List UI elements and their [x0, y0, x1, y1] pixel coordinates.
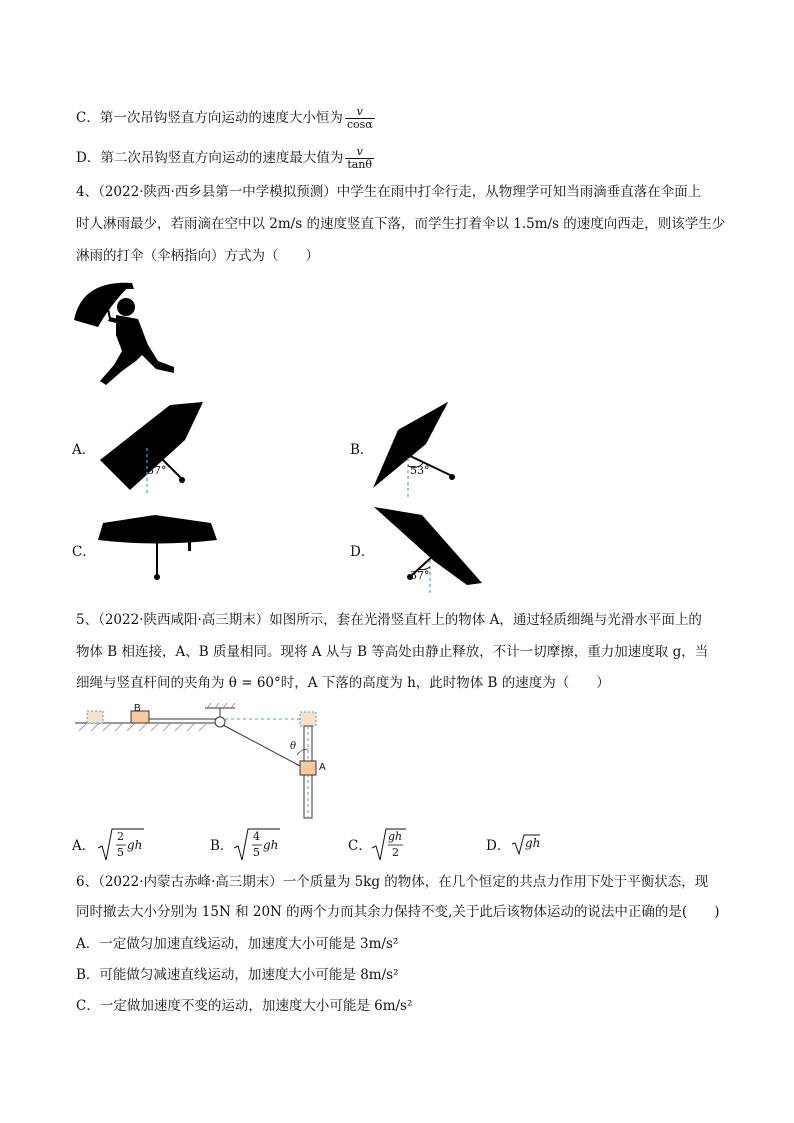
q5-line-2: 物体 B 相连接，A、B 质量相同。现将 A 从与 B 等高处由静止释放，不计一切摩擦，重力加速度取 g，当 — [76, 644, 709, 660]
q4-line-3: 淋雨的打伞（伞柄指向）方式为（ ） — [76, 248, 319, 264]
q5-option-c — [348, 836, 372, 856]
fraction: $\frac{v}{\cos\alpha}$ — [346, 105, 373, 131]
q5-option-b-value: 4 5 gh — [232, 826, 282, 867]
q3-option-d — [76, 146, 374, 171]
q4-option-d-umbrella — [372, 505, 492, 600]
q6-option-c: C．一定做加速度不变的运动，加速度大小可能是 6m/s² — [76, 998, 413, 1014]
option-label: B． — [210, 838, 234, 854]
q6-option-a: A．一定做匀加速直线运动，加速度大小可能是 3m/s² — [76, 936, 399, 952]
q3-option-c — [76, 106, 375, 131]
option-text: 第一次吊钩竖直方向运动的速度大小恒为 — [99, 110, 343, 126]
q5-option-d-value: gh — [510, 832, 542, 859]
student-umbrella-figure — [70, 275, 185, 390]
q4-line-1: 4、（2022·陕西·西乡县第一中学模拟预测）中学生在雨中打伞行走，从物理学可知当雨滴垂直落在伞面上 — [76, 184, 702, 200]
q4-option-b-label: B． — [350, 442, 374, 458]
q5-line-3: 细绳与竖直杆间的夹角为 θ = 60°时，A 下落的高度为 h，此时物体 B 的速度为（ ） — [76, 675, 610, 691]
angle-label: 37° — [147, 464, 167, 477]
q5-option-a-value: 2 5 gh — [96, 826, 146, 867]
q4-option-d-label: D． — [350, 544, 375, 560]
option-text: 第二次吊钩竖直方向运动的速度最大值为 — [100, 150, 344, 166]
option-label: D． — [486, 838, 511, 854]
q6-line-2: 同时撤去大小分别为 15N 和 20N 的两个力而其余力保持不变,关于此后该物体运动的说法中正确的是( ) — [76, 904, 720, 920]
q6-option-b: B．可能做匀减速直线运动，加速度大小可能是 8m/s² — [76, 967, 399, 983]
option-label: D． — [76, 150, 101, 166]
q6-line-1: 6、（2022·内蒙古赤峰·高三期末）一个质量为 5kg 的物体，在几个恒定的共点力作用下处于平衡状态，现 — [76, 874, 709, 890]
angle-label: 53° — [410, 464, 430, 477]
q4-option-b-umbrella — [368, 400, 488, 500]
q4-option-c-umbrella — [95, 505, 220, 585]
q5-option-c-value: gh 2 — [370, 826, 408, 867]
q5-option-b — [210, 836, 233, 856]
q4-option-a-umbrella — [95, 400, 215, 500]
q5-pulley-figure — [75, 703, 335, 823]
q4-option-a-label: A． — [72, 442, 96, 458]
option-label: C． — [348, 838, 372, 854]
block-b-label: B — [134, 703, 141, 714]
option-label: A． — [72, 838, 96, 854]
fraction: $\frac{v}{\tan\theta}$ — [347, 145, 373, 171]
q5-option-d — [486, 836, 510, 856]
q4-line-2: 时人淋雨最少，若雨滴在空中以 2m/s 的速度竖直下落，而学生打着伞以 1.5m/s 的速度向西走，则该学生少 — [76, 216, 726, 232]
q4-option-c-label: C． — [72, 544, 96, 560]
block-a-label: A — [319, 762, 326, 773]
theta-label: θ — [290, 741, 297, 752]
q5-line-1: 5、（2022·陕西咸阳·高三期末）如图所示，套在光滑竖直杆上的物体 A，通过轻质细绳与光滑水平面上的 — [76, 612, 702, 628]
q5-option-a — [72, 836, 95, 856]
option-label: C． — [76, 110, 100, 126]
angle-label: 37° — [410, 569, 430, 582]
